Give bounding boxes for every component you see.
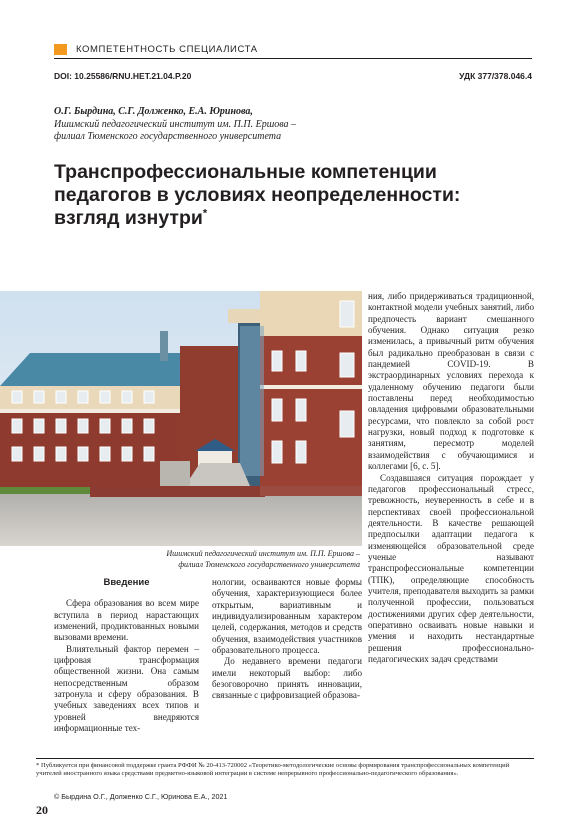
text-column-1 (54, 577, 199, 734)
page-number: 20 (36, 803, 48, 817)
paragraph: нологии, осваиваются новые формы обучения, характеризующиеся более открытым, вариативным и индивидуализированным характером целей, содержания, методов и средств обучения, взаимодействия участников образовательного процесса. (212, 577, 362, 656)
institute-photo (0, 291, 362, 546)
article-title-text: Транспрофессиональные компетенции педагогов в условиях неопределенности: взгляд изнутри (54, 161, 461, 229)
udk: УДК 377/378.046.4 (459, 71, 532, 81)
caption-line: филиал Тюменского государственного университета (178, 559, 360, 569)
section-title: КОМПЕТЕНТНОСТЬ СПЕЦИАЛИСТА (76, 44, 258, 55)
article-title (54, 161, 514, 230)
footnote-rule (36, 758, 534, 759)
text-column-3 (368, 291, 534, 665)
footnote-mark: * (202, 207, 208, 220)
paragraph: Сфера образования во всем мире вступила в период нарастающих изменений, продиктованных новыми вызовами времени. (54, 598, 199, 643)
paragraph: До недавнего времени педагоги имели некоторый выбор: либо безоговорочно принять инновации, связанные с цифровизацией образова- (212, 656, 362, 701)
section-marker (54, 44, 67, 55)
text-column-2 (212, 577, 362, 702)
figure-caption (120, 549, 360, 570)
building-illustration (0, 291, 362, 546)
section-heading-introduction: Введение (103, 577, 150, 588)
header-rule (54, 58, 532, 59)
paragraph: Создавшаяся ситуация порождает у педагогов профессиональный стресс, тревожность, неуверенность в себе и в перспективах своей профессиональной деятельности. В качестве решающей предпосылки адаптации педагога к изменяющейся образовательной среде ученые называют транспрофессиональные компетенции (ТПК), определяющие способность учителя, преподавателя выходить за рамки полученной профессии, пользоваться достижениями других сфер деятельности, оперативно осваивать новые навыки и умения и находить нестандартные решения профессионально-педагогических задач средствами (368, 472, 534, 664)
copyright: © Бырдина О.Г., Долженко С.Г., Юринова Е.А., 2021 (54, 792, 228, 801)
affiliation (54, 119, 354, 143)
paragraph: ния, либо придерживаться традиционной, контактной модели учебных занятий, либо предпочесть вариант смешанного обучения. Однако ситуация резко изменилась, а привычный ритм обучения был радикально преобразован в связи с пандемией COVID-19. В экстраординарных условиях перехода к удаленному обучению педагоги были поставлены перед необходимостью овладения цифровыми образовательными ресурсами, что повлекло за собой рост нагрузки, новый подход к подготовке к занятиям, пересмотр моделей взаимодействия с обучающимися и коллегами [6, с. 5]. (368, 291, 534, 472)
footnote: * Публикуется при финансовой поддержке гранта РФФИ № 20-413-720002 «Теоретико-методологические основы формирования транспрофессиональных компетенций учителей иностранного языка средствами предметно-языковой интеграции в системе непрерывного профессионально-педагогического образования». (36, 762, 510, 778)
caption-line: Ишимский педагогический институт им. П.П. Ершова – (166, 549, 360, 558)
affiliation-line: филиал Тюменского государственного университета (54, 131, 282, 142)
doi: DOI: 10.25586/RNU.HET.21.04.P.20 (54, 71, 192, 81)
authors: О.Г. Бырдина, С.Г. Долженко, Е.А. Юринова, (54, 106, 253, 117)
affiliation-line: Ишимский педагогический институт им. П.П. Ершова – (54, 119, 297, 130)
paragraph: Влиятельный фактор перемен – цифровая трансформация общественной жизни. Она самым непосредственным образом затронула и сферу образования. В учебных заведениях всех типов и уровней внедряются информационные тех- (54, 643, 199, 734)
